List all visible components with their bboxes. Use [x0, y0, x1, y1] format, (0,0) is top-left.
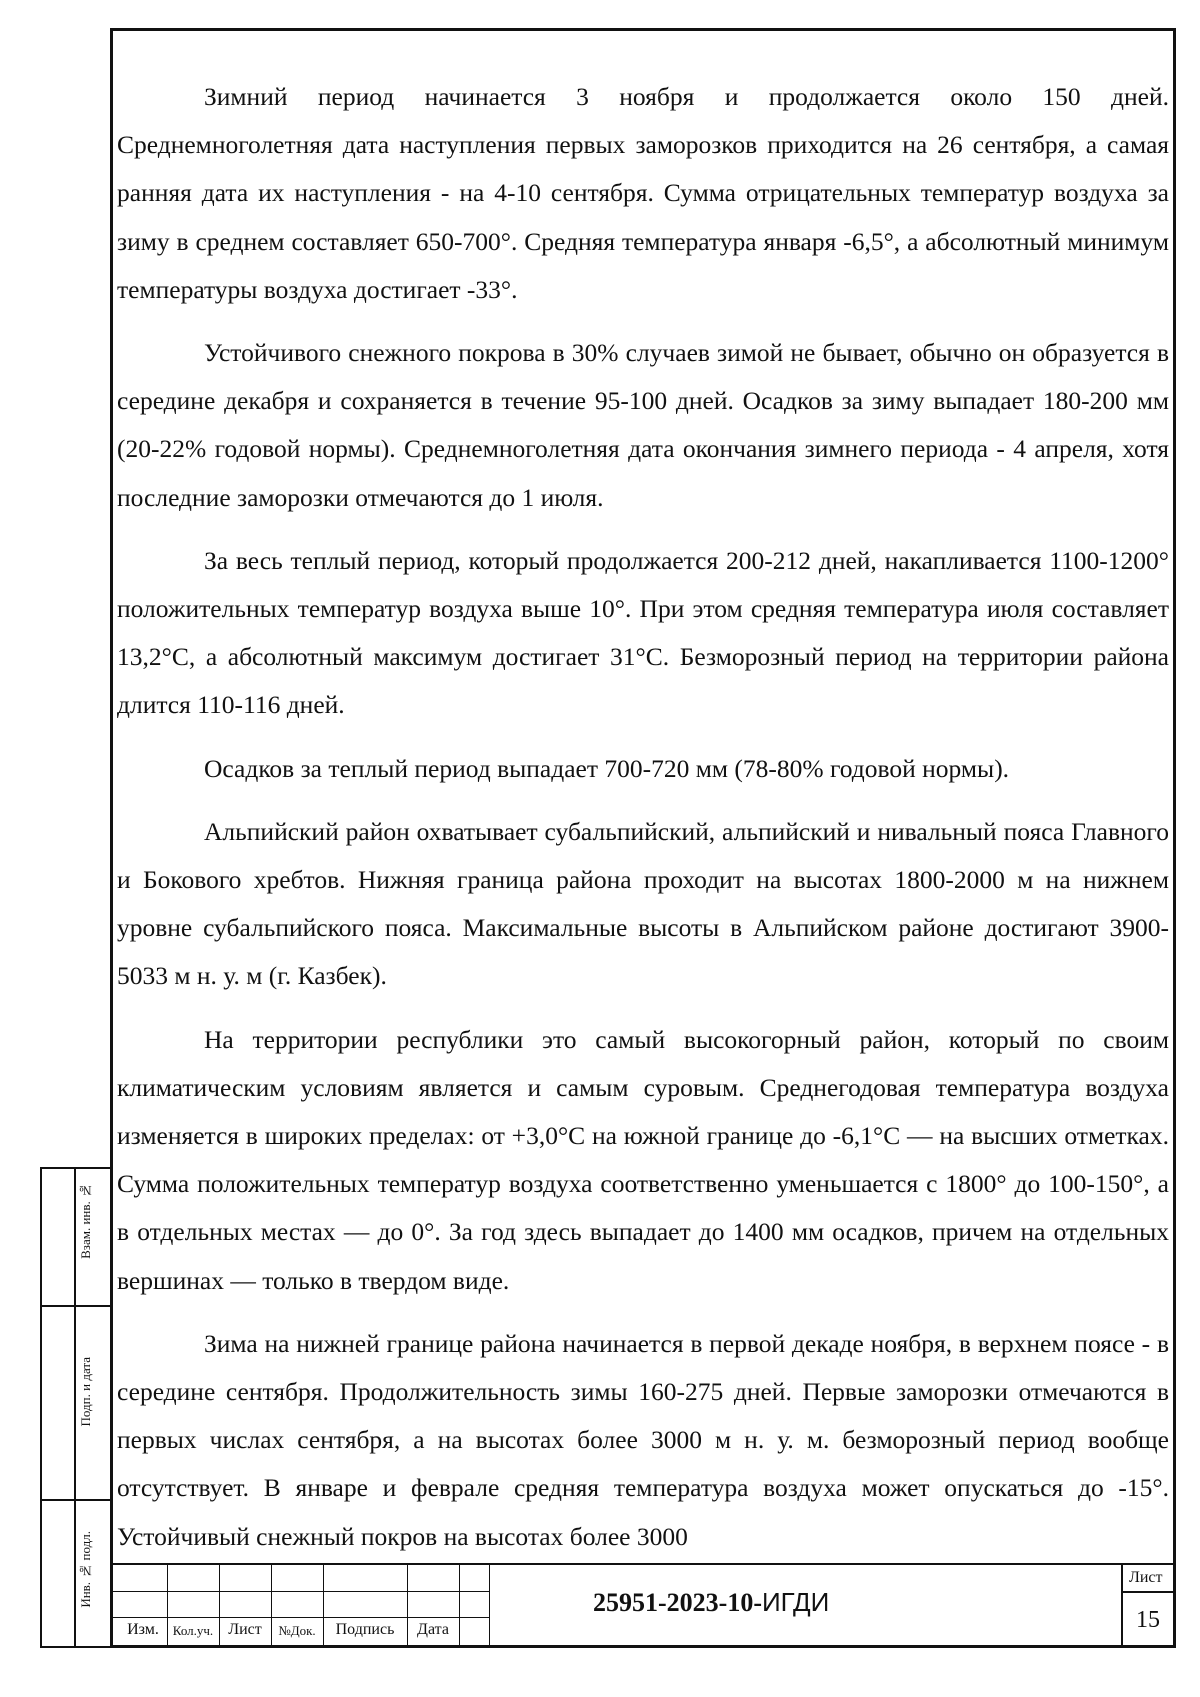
document-code-suffix: ИГДИ — [761, 1587, 830, 1617]
sheet-box — [1121, 1565, 1173, 1647]
sheet-divider — [1123, 1591, 1173, 1593]
document-frame — [110, 28, 1176, 1648]
paragraph-5: Альпийский район охватывает субальпийский, альпийский и нивальный пояса Главного и Бокового хребтов. Нижняя граница района проходит на высотах 1800-2000 м на нижнем уровне субальпийского пояса. Максимальные высоты в Альпийском районе достигают 3900-5033 м н. у. м (г. Казбек). — [117, 816, 1169, 991]
header-doc-number: №Док. — [278, 1623, 316, 1638]
stamp-cell-vzam — [40, 1167, 110, 1307]
sheet-number: 15 — [1136, 1607, 1160, 1633]
stamp-label-podp: Подп. и дата — [78, 1357, 93, 1427]
header-signature: Подпись — [335, 1621, 395, 1638]
title-block — [113, 1563, 1173, 1647]
document-body — [117, 73, 1169, 1576]
stamp-cell-divider — [42, 1501, 76, 1646]
grid-line — [489, 1565, 490, 1647]
paragraph-2: Устойчивого снежного покрова в 30% случаев зимой не бывает, обычно он образуется в середине декабря и сохраняется в течение 95-100 дней. Осадков за зиму выпадает 180-200 мм (20-22% годовой нормы). Среднемноголетняя дата окончания зимнего периода - 4 апреля, хотя последние заморозки отмечаются до 1 июля. — [117, 338, 1169, 512]
header-kol-uch: Кол.уч. — [172, 1623, 214, 1638]
paragraph-3: За весь теплый период, который продолжается 200-212 дней, накапливается 1100-1200° положительных температур воздуха выше 10°. При этом средняя температура июля составляет 13,2°С, а абсолютный максимум достигает 31°С. Безморозный период на территории района длится 110-116 дней. — [117, 545, 1169, 720]
paragraph-1: Зимний период начинается 3 ноября и продолжается около 150 дней. Среднемноголетняя дата наступления первых заморозков приходится на 26 сентября, а самая ранняя дата их наступления - на 4-10 сентября. Сумма отрицательных температур воздуха за зиму в среднем составляет 650-700°. Средняя температура января -6,5°, а абсолютный минимум температуры воздуха достигает -33°. — [117, 82, 1169, 304]
document-code-number: 25951-2023-10- — [593, 1588, 762, 1617]
stamp-cell-inv — [40, 1499, 110, 1648]
stamp-cell-podp — [40, 1305, 110, 1501]
stamp-cell-divider — [42, 1169, 76, 1305]
paragraph-4: Осадков за теплый период выпадает 700-720 мм (78-80% годовой нормы). — [204, 753, 1010, 783]
paragraph-7: Зима на нижней границе района начинается в первой декаде ноября, в верхнем поясе - в середине сентября. Продолжительность зимы 160-275 дней. Первые заморозки отмечаются в первых числах сентября, а на высотах более 3000 м н. у. м. безморозный период вообще отсутствует. В январе и феврале средняя температура воздуха может опускаться до -15°. Устойчивый снежный покров на высотах более 3000 — [117, 1328, 1169, 1551]
header-izm: Изм. — [127, 1621, 159, 1638]
sheet-label: Лист — [1129, 1569, 1163, 1586]
stamp-label-vzam: Взам. инв. № — [78, 1183, 93, 1259]
grid-line — [113, 1617, 489, 1618]
header-list: Лист — [228, 1621, 262, 1638]
grid-line — [113, 1591, 489, 1592]
document-code — [593, 1587, 829, 1618]
header-date: Дата — [417, 1621, 449, 1638]
side-stamp — [40, 1167, 110, 1648]
stamp-label-inv: Инв. № подл. — [78, 1531, 93, 1608]
revision-table — [113, 1565, 489, 1647]
stamp-cell-divider — [42, 1307, 76, 1499]
grid-line — [459, 1565, 460, 1647]
paragraph-6: На территории республики это самый высокогорный район, который по своим климатическим условиям является и самым суровым. Среднегодовая температура воздуха изменяется в широких пределах: от +3,0°С на южной границе до -6,1°С — на высших отметках. Сумма положительных температур воздуха соответственно уменьшается с 1800° до 100-150°, а в отдельных местах — до 0°. За год здесь выпадает до 1400 мм осадков, причем на отдельных вершинах — только в твердом виде. — [117, 1024, 1169, 1295]
